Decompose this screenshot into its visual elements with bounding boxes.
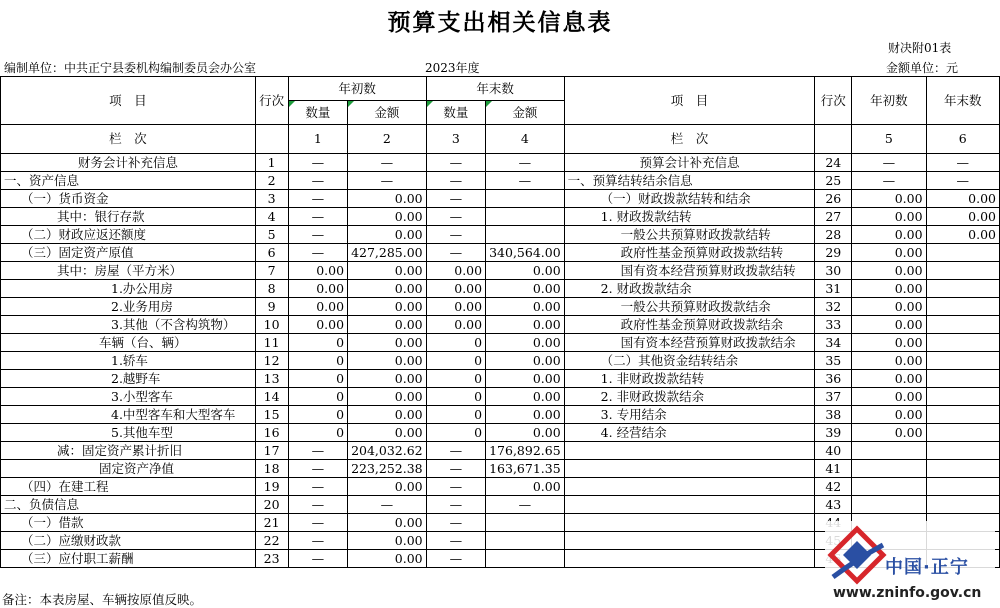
column-no-3: 3	[426, 125, 485, 154]
logo-emblem-icon	[827, 525, 887, 587]
right-item-name	[564, 532, 815, 550]
left-begin-qty: —	[288, 496, 347, 514]
table-row	[1, 226, 1000, 244]
left-end-qty: 0	[426, 334, 485, 352]
table-row	[1, 352, 1000, 370]
left-row-no: 1	[255, 154, 288, 172]
left-item-name: （三）固定资产原值	[1, 244, 256, 262]
logo-brand: 中国·正宁	[885, 557, 969, 578]
table-row	[1, 280, 1000, 298]
table-row	[1, 460, 1000, 478]
left-row-no: 5	[255, 226, 288, 244]
right-begin-amount: 0.00	[852, 208, 926, 226]
left-begin-amount: 0.00	[348, 298, 427, 316]
left-begin-amount: 0.00	[348, 334, 427, 352]
left-end-amount: 176,892.65	[486, 442, 565, 460]
right-end-amount	[926, 460, 999, 478]
right-end-amount	[926, 280, 999, 298]
left-begin-qty: —	[288, 226, 347, 244]
right-row-no: 32	[815, 298, 852, 316]
right-row-no: 38	[815, 406, 852, 424]
left-item-name: 1.办公用房	[1, 280, 256, 298]
right-end-amount	[926, 424, 999, 442]
left-begin-qty: —	[288, 532, 347, 550]
left-begin-qty: 0	[288, 352, 347, 370]
left-begin-qty: —	[288, 172, 347, 190]
right-item-name	[564, 496, 815, 514]
left-item-name: 财务会计补充信息	[1, 154, 256, 172]
left-begin-amount: 0.00	[348, 316, 427, 334]
left-begin-qty: 0	[288, 406, 347, 424]
right-item-name: 政府性基金预算财政拨款结余	[564, 316, 815, 334]
right-begin-amount: 0.00	[852, 226, 926, 244]
left-begin-amount: 0.00	[348, 532, 427, 550]
left-begin-qty: —	[288, 244, 347, 262]
left-end-amount: 340,564.00	[486, 244, 565, 262]
right-item-name	[564, 460, 815, 478]
left-end-amount: 163,671.35	[486, 460, 565, 478]
left-item-name: 2.业务用房	[1, 298, 256, 316]
year-label: 2023年度	[425, 61, 480, 75]
left-begin-amount: 0.00	[348, 424, 427, 442]
left-begin-amount: 427,285.00	[348, 244, 427, 262]
right-end-amount	[926, 352, 999, 370]
left-begin-amount: —	[348, 496, 427, 514]
right-end-amount	[926, 244, 999, 262]
table-row	[1, 154, 1000, 172]
left-begin-qty: 0.00	[288, 280, 347, 298]
left-item-name: 4.中型客车和大型客车	[1, 406, 256, 424]
left-row-no: 10	[255, 316, 288, 334]
right-begin-amount: 0.00	[852, 334, 926, 352]
left-end-qty: —	[426, 532, 485, 550]
right-item-name: 4. 经营结余	[564, 424, 815, 442]
left-end-amount: 0.00	[486, 424, 565, 442]
left-item-name: （一）货币资金	[1, 190, 256, 208]
right-begin-amount: 0.00	[852, 406, 926, 424]
left-item-name: 一、资产信息	[1, 172, 256, 190]
header-end-right: 年末数	[926, 77, 999, 125]
left-end-qty: —	[426, 442, 485, 460]
table-row	[1, 172, 1000, 190]
right-begin-amount: —	[852, 172, 926, 190]
left-end-amount: 0.00	[486, 316, 565, 334]
left-begin-qty: 0.00	[288, 316, 347, 334]
table-row	[1, 388, 1000, 406]
right-item-name: 2. 财政拨款结余	[564, 280, 815, 298]
table-row	[1, 208, 1000, 226]
left-end-qty: 0.00	[426, 298, 485, 316]
left-end-qty: —	[426, 226, 485, 244]
header-begin: 年初数	[288, 77, 426, 101]
left-end-amount	[486, 208, 565, 226]
left-end-amount: 0.00	[486, 478, 565, 496]
right-end-amount	[926, 316, 999, 334]
left-item-name: 固定资产净值	[1, 460, 256, 478]
header-begin-right: 年初数	[852, 77, 926, 125]
left-row-no: 22	[255, 532, 288, 550]
right-item-name: 1. 财政拨款结转	[564, 208, 815, 226]
right-begin-amount: 0.00	[852, 262, 926, 280]
left-row-no: 23	[255, 550, 288, 568]
header-qty-begin: 数量	[288, 101, 347, 125]
right-row-no: 34	[815, 334, 852, 352]
left-end-amount: 0.00	[486, 298, 565, 316]
left-begin-amount: 0.00	[348, 478, 427, 496]
left-end-qty: —	[426, 244, 485, 262]
left-item-name: 2.越野车	[1, 370, 256, 388]
right-end-amount	[926, 406, 999, 424]
left-item-name: 3.小型客车	[1, 388, 256, 406]
table-row	[1, 190, 1000, 208]
left-row-no: 16	[255, 424, 288, 442]
right-row-no: 40	[815, 442, 852, 460]
right-begin-amount: 0.00	[852, 388, 926, 406]
right-row-no: 37	[815, 388, 852, 406]
right-begin-amount: 0.00	[852, 190, 926, 208]
left-end-amount: 0.00	[486, 334, 565, 352]
left-begin-qty: —	[288, 190, 347, 208]
left-begin-amount: 0.00	[348, 226, 427, 244]
left-row-no: 2	[255, 172, 288, 190]
right-begin-amount: 0.00	[852, 370, 926, 388]
right-item-name: 一般公共预算财政拨款结余	[564, 298, 815, 316]
left-begin-qty: 0	[288, 424, 347, 442]
left-end-amount: —	[486, 172, 565, 190]
right-row-no: 30	[815, 262, 852, 280]
right-row-no: 27	[815, 208, 852, 226]
table-row	[1, 298, 1000, 316]
budget-table	[0, 76, 1000, 568]
footnote: 备注：本表房屋、车辆按原值反映。	[2, 592, 203, 607]
left-begin-qty: 0.00	[288, 262, 347, 280]
right-item-name: 国有资本经营预算财政拨款结余	[564, 334, 815, 352]
left-row-no: 18	[255, 460, 288, 478]
right-item-name: （二）其他资金结转结余	[564, 352, 815, 370]
left-row-no: 11	[255, 334, 288, 352]
column-no-blank-right	[815, 125, 852, 154]
right-end-amount	[926, 478, 999, 496]
left-end-amount	[486, 514, 565, 532]
table-row	[1, 334, 1000, 352]
right-end-amount	[926, 298, 999, 316]
left-begin-amount: —	[348, 154, 427, 172]
header-row-no-right: 行次	[815, 77, 852, 125]
right-end-amount: 0.00	[926, 226, 999, 244]
right-begin-amount: 0.00	[852, 280, 926, 298]
left-begin-amount: 0.00	[348, 280, 427, 298]
right-end-amount	[926, 496, 999, 514]
right-begin-amount	[852, 442, 926, 460]
right-row-no: 39	[815, 424, 852, 442]
right-end-amount	[926, 370, 999, 388]
left-item-name: 5.其他车型	[1, 424, 256, 442]
left-begin-amount: 0.00	[348, 352, 427, 370]
form-number: 财决附01表	[888, 41, 952, 55]
right-begin-amount: 0.00	[852, 298, 926, 316]
left-begin-amount: 0.00	[348, 514, 427, 532]
table-row	[1, 442, 1000, 460]
right-begin-amount: 0.00	[852, 352, 926, 370]
right-end-amount: 0.00	[926, 208, 999, 226]
column-no-1: 1	[288, 125, 347, 154]
left-row-no: 6	[255, 244, 288, 262]
column-no-5: 5	[852, 125, 926, 154]
left-item-name: 3.其他（不含构筑物）	[1, 316, 256, 334]
left-begin-amount: 0.00	[348, 370, 427, 388]
right-item-name	[564, 478, 815, 496]
left-end-qty: —	[426, 208, 485, 226]
left-begin-qty: —	[288, 550, 347, 568]
column-no-label: 栏 次	[1, 125, 256, 154]
left-row-no: 17	[255, 442, 288, 460]
right-row-no: 26	[815, 190, 852, 208]
left-begin-qty: —	[288, 460, 347, 478]
right-item-name: 国有资本经营预算财政拨款结转	[564, 262, 815, 280]
right-begin-amount: 0.00	[852, 424, 926, 442]
right-begin-amount	[852, 496, 926, 514]
table-row	[1, 478, 1000, 496]
left-begin-qty: —	[288, 514, 347, 532]
right-begin-amount: —	[852, 154, 926, 172]
header-amount-end: 金额	[486, 101, 565, 125]
right-begin-amount	[852, 478, 926, 496]
left-end-qty: 0.00	[426, 262, 485, 280]
header-end: 年末数	[426, 77, 564, 101]
left-row-no: 15	[255, 406, 288, 424]
left-item-name: 其中：房屋（平方米）	[1, 262, 256, 280]
right-row-no: 41	[815, 460, 852, 478]
left-item-name: （一）借款	[1, 514, 256, 532]
left-end-amount: 0.00	[486, 280, 565, 298]
right-item-name	[564, 442, 815, 460]
left-item-name: 1.轿车	[1, 352, 256, 370]
right-end-amount: —	[926, 172, 999, 190]
left-end-qty: —	[426, 460, 485, 478]
left-begin-amount: 0.00	[348, 190, 427, 208]
right-item-name: 政府性基金预算财政拨款结转	[564, 244, 815, 262]
header-qty-end: 数量	[426, 101, 485, 125]
right-item-name	[564, 550, 815, 568]
table-row	[1, 424, 1000, 442]
left-item-name: 车辆（台、辆）	[1, 334, 256, 352]
left-row-no: 12	[255, 352, 288, 370]
right-item-name: 1. 非财政拨款结转	[564, 370, 815, 388]
right-item-name: 2. 非财政拨款结余	[564, 388, 815, 406]
column-no-6: 6	[926, 125, 999, 154]
left-row-no: 13	[255, 370, 288, 388]
left-end-qty: —	[426, 496, 485, 514]
right-end-amount: 0.00	[926, 190, 999, 208]
right-end-amount	[926, 388, 999, 406]
left-end-amount: 0.00	[486, 370, 565, 388]
right-row-no: 35	[815, 352, 852, 370]
left-end-amount: 0.00	[486, 388, 565, 406]
header-amount-begin: 金额	[348, 101, 427, 125]
table-row	[1, 244, 1000, 262]
left-row-no: 19	[255, 478, 288, 496]
left-end-qty: —	[426, 550, 485, 568]
right-end-amount	[926, 442, 999, 460]
header-item: 项 目	[1, 77, 256, 125]
left-begin-amount: 0.00	[348, 208, 427, 226]
right-begin-amount	[852, 460, 926, 478]
left-row-no: 20	[255, 496, 288, 514]
right-item-name	[564, 514, 815, 532]
right-row-no: 36	[815, 370, 852, 388]
left-begin-qty: —	[288, 478, 347, 496]
right-item-name: （一）财政拨款结转和结余	[564, 190, 815, 208]
left-begin-amount: 0.00	[348, 262, 427, 280]
left-row-no: 4	[255, 208, 288, 226]
left-end-amount	[486, 550, 565, 568]
left-item-name: 其中：银行存款	[1, 208, 256, 226]
left-end-qty: 0	[426, 352, 485, 370]
column-no-label-right: 栏 次	[564, 125, 815, 154]
right-row-no: 31	[815, 280, 852, 298]
right-item-name: 预算会计补充信息	[564, 154, 815, 172]
right-row-no: 29	[815, 244, 852, 262]
left-row-no: 14	[255, 388, 288, 406]
watermark-logo	[825, 521, 995, 605]
table-row	[1, 406, 1000, 424]
right-row-no: 43	[815, 496, 852, 514]
left-item-name: （二）财政应返还额度	[1, 226, 256, 244]
right-begin-amount: 0.00	[852, 316, 926, 334]
left-item-name: 二、负债信息	[1, 496, 256, 514]
left-end-amount: —	[486, 496, 565, 514]
left-item-name: （二）应缴财政款	[1, 532, 256, 550]
left-begin-qty: —	[288, 154, 347, 172]
table-row	[1, 496, 1000, 514]
table-row	[1, 262, 1000, 280]
right-end-amount	[926, 262, 999, 280]
header-row-no: 行次	[255, 77, 288, 125]
left-row-no: 7	[255, 262, 288, 280]
right-item-name: 3. 专用结余	[564, 406, 815, 424]
left-item-name: （四）在建工程	[1, 478, 256, 496]
right-item-name: 一般公共预算财政拨款结转	[564, 226, 815, 244]
page-title: 预算支出相关信息表	[387, 9, 613, 36]
column-no-2: 2	[348, 125, 427, 154]
table-row	[1, 316, 1000, 334]
left-end-qty: —	[426, 478, 485, 496]
table-row	[1, 370, 1000, 388]
right-row-no: 42	[815, 478, 852, 496]
left-begin-amount: 0.00	[348, 406, 427, 424]
left-end-amount: 0.00	[486, 262, 565, 280]
left-end-amount: —	[486, 154, 565, 172]
header-item-right: 项 目	[564, 77, 815, 125]
left-begin-qty: 0.00	[288, 298, 347, 316]
left-begin-amount: —	[348, 172, 427, 190]
right-row-no: 33	[815, 316, 852, 334]
right-end-amount: —	[926, 154, 999, 172]
left-end-amount: 0.00	[486, 352, 565, 370]
left-end-qty: 0	[426, 424, 485, 442]
right-begin-amount: 0.00	[852, 244, 926, 262]
left-item-name: 减：固定资产累计折旧	[1, 442, 256, 460]
logo-url: www.zninfo.gov.cn	[833, 585, 982, 601]
left-row-no: 8	[255, 280, 288, 298]
left-end-qty: 0.00	[426, 280, 485, 298]
left-row-no: 3	[255, 190, 288, 208]
left-end-qty: 0	[426, 388, 485, 406]
left-begin-qty: 0	[288, 388, 347, 406]
left-begin-qty: 0	[288, 370, 347, 388]
column-no-4: 4	[486, 125, 565, 154]
left-begin-qty: —	[288, 442, 347, 460]
left-begin-amount: 223,252.38	[348, 460, 427, 478]
left-row-no: 21	[255, 514, 288, 532]
left-end-qty: —	[426, 154, 485, 172]
left-end-qty: 0.00	[426, 316, 485, 334]
right-row-no: 24	[815, 154, 852, 172]
column-no-blank	[255, 125, 288, 154]
currency-label: 金额单位：元	[886, 61, 959, 75]
left-end-amount	[486, 190, 565, 208]
right-item-name: 一、预算结转结余信息	[564, 172, 815, 190]
right-row-no: 28	[815, 226, 852, 244]
left-end-qty: 0	[426, 406, 485, 424]
right-end-amount	[926, 334, 999, 352]
left-item-name: （三）应付职工薪酬	[1, 550, 256, 568]
left-end-qty: —	[426, 190, 485, 208]
left-end-amount: 0.00	[486, 406, 565, 424]
left-begin-amount: 0.00	[348, 550, 427, 568]
left-end-qty: —	[426, 172, 485, 190]
left-end-amount	[486, 226, 565, 244]
left-begin-amount: 0.00	[348, 388, 427, 406]
left-end-qty: 0	[426, 370, 485, 388]
left-end-qty: —	[426, 514, 485, 532]
left-begin-qty: 0	[288, 334, 347, 352]
unit-label: 编制单位：中共正宁县委机构编制委员会办公室	[4, 61, 257, 75]
left-begin-amount: 204,032.62	[348, 442, 427, 460]
left-end-amount	[486, 532, 565, 550]
left-row-no: 9	[255, 298, 288, 316]
right-row-no: 25	[815, 172, 852, 190]
left-begin-qty: —	[288, 208, 347, 226]
